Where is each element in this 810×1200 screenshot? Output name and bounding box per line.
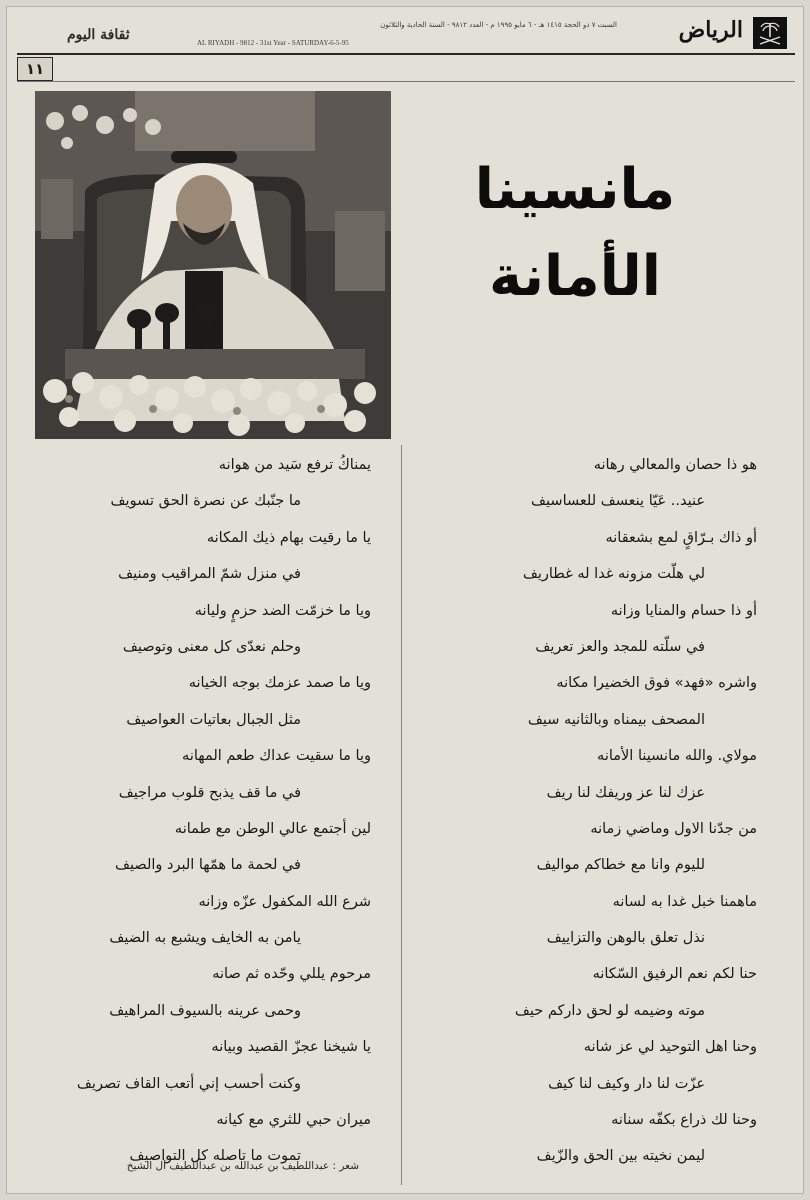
verse-line: أو ذا حسام والمنايا وزانه xyxy=(610,602,757,619)
verse-line: في منزل شمّ المراقيب ومنيف xyxy=(118,566,301,583)
verse-line: ويا ما سقيت عداك طعم المهانه xyxy=(182,748,371,765)
verse-line: المصحف بيمناه وبالثانيه سيف xyxy=(527,711,705,728)
verse-line: موته وضيمه لو لحق داركم حيف xyxy=(514,1002,705,1019)
verse-line: حنا لكم نعم الرفيق السّكانه xyxy=(592,966,757,983)
verse-line: يا ما رقيت بهام ذيك المكانه xyxy=(206,529,371,546)
page-number: ١١ xyxy=(17,57,53,81)
verse-line: في لحمة ما همّها البرد والصيف xyxy=(114,857,301,874)
newspaper-page xyxy=(6,6,804,1194)
verse-line: عزك لنا عز وريفك لنا ريف xyxy=(546,784,705,801)
verse-line: ليمن نخيته بين الحق والزّيف xyxy=(536,1148,705,1165)
newspaper-logo: الرياض xyxy=(678,17,743,43)
verse-line: يامن به الخايف ويشبع به الضيف xyxy=(109,930,301,947)
portrait-photo xyxy=(35,91,391,439)
verse-line: مرحوم يللي وحّده ثم صانه xyxy=(212,966,371,983)
palm-swords-emblem-icon xyxy=(753,17,787,49)
headline xyxy=(425,147,725,321)
poem-left-column xyxy=(31,447,381,1175)
verse-line: وكنت أحسب إني أتعب القاف تصريف xyxy=(76,1075,301,1092)
verse-line: نذل تعلق بالوهن والتزاييف xyxy=(546,930,705,947)
header-rule xyxy=(17,81,795,82)
verse-line: وحلم نعدّى كل معنى وتوصيف xyxy=(122,638,301,655)
verse-line: ماهمنا خبل غدا به لسانه xyxy=(612,893,757,910)
verse-line: وحنا اهل التوحيد لي عز شانه xyxy=(583,1039,757,1056)
column-divider xyxy=(401,445,402,1185)
verse-line: يا شيخنا عجزّ القصيد وبيانه xyxy=(211,1039,371,1056)
verse-line: مثل الجبال بعاتيات العواصيف xyxy=(126,711,301,728)
verse-line: هو ذا حصان والمعالي رهانه xyxy=(593,457,757,473)
verse-line: ويا ما صمد عزمك بوجه الخيانه xyxy=(188,675,371,692)
verse-line: من جدّنا الاول وماضي زمانه xyxy=(590,820,757,837)
verse-line: شرع الله المكفول عزّه وزانه xyxy=(198,893,371,910)
verse-line: مولاي. والله مانسينا الأمانه xyxy=(597,748,757,765)
verse-line: لي هلّت مزونه غدا له غطاريف xyxy=(522,566,705,583)
poet-credit: شعر : عبداللطيف بن عبدالله بن عبداللطيف آل الشيخ xyxy=(126,1160,359,1172)
verse-line: في ما قف يذبح قلوب مراجيف xyxy=(118,784,301,801)
verse-line: في سلّته للمجد والعز تعريف xyxy=(535,638,705,655)
verse-line: وحمى عرينه بالسيوف المراهيف xyxy=(109,1002,301,1019)
verse-line: أو ذاك بـرّاقٍ لمع بشعقانه xyxy=(605,529,757,546)
verse-line: عنيد.. عَيّا ينعسف للعساسيف xyxy=(531,493,705,510)
verse-line: يمناكُ ترفع سَيد من هوانه xyxy=(218,457,371,473)
verse-line: تموت ما تاصله كل التواصيف xyxy=(129,1148,301,1165)
headline-line-2: الأمانة xyxy=(489,243,661,309)
verse-line: لين أجتمع عالي الوطن مع طمانه xyxy=(174,820,371,837)
verse-line: واشره «فهد» فوق الخضيرا مكانه xyxy=(556,675,757,692)
masthead xyxy=(17,15,795,55)
header-date-info-english: AL RIYADH - 9812 - 31st Year - SATURDAY-6-5-95 xyxy=(197,39,349,47)
poem-right-column xyxy=(420,447,765,1175)
section-label: ثقافة اليوم xyxy=(67,27,130,43)
verse-line: عزّت لنا دار وكيف لنا كيف xyxy=(548,1075,705,1092)
verse-line: ميران حبي للثري مع كيانه xyxy=(216,1112,371,1129)
header-date-info: السبت ٧ ذو الحجة ١٤١٥ هـ - ٦ مايو ١٩٩٥ م - العدد ٩٨١٢ - السنة الحادية والثلاثون xyxy=(380,21,617,29)
verse-line: لليوم وانا مع خطاكم مواليف xyxy=(536,857,705,874)
verse-line: ما جنّبك عن نصرة الحق تسويف xyxy=(110,493,301,510)
verse-line: وحنا لك ذراع بكفّه سنانه xyxy=(611,1112,757,1129)
headline-line-1: مانسينا xyxy=(474,157,676,222)
verse-line: ويا ما خزمّت الضد حزمٍ وليانه xyxy=(194,602,371,619)
